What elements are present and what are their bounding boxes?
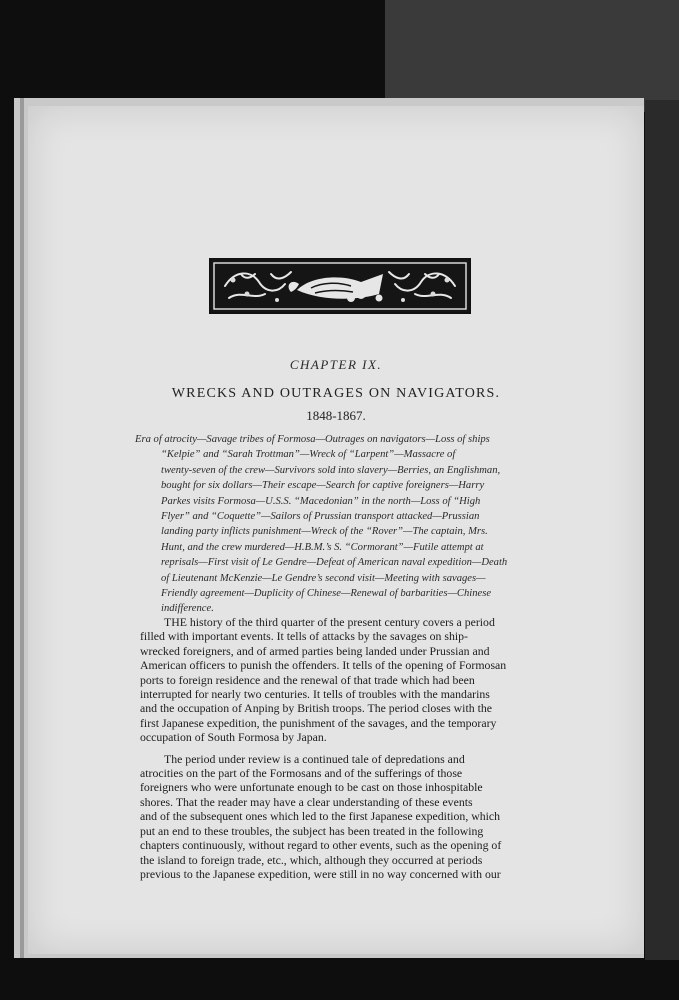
paragraph-line: THE history of the third quarter of the present century covers a period: [164, 615, 495, 629]
summary-line: indifference.: [161, 603, 214, 615]
paragraph-line: ports to foreign residence and the renewal of that trade which had been: [140, 672, 475, 687]
chapter-body: [140, 615, 560, 881]
summary-line: reprisals—First visit of Le Gendre—Defeat of American naval expedition—Death: [161, 557, 508, 569]
paragraph-line: occupation of South Formosa by Japan.: [140, 730, 327, 745]
decorative-headpiece-ornament: [209, 258, 471, 314]
chapter-number: CHAPTER IX.: [289, 357, 383, 372]
paragraph-1: [140, 615, 560, 745]
chapter-years: 1848-1867.: [306, 408, 366, 423]
paragraph-line: wrecked foreigners, and of armed parties being landed under Prussian and: [140, 643, 490, 658]
paragraph-line: the island to foreign trade, etc., which, although they occurred at periods: [140, 852, 483, 867]
summary-line: Parkes visits Formosa—U.S.S. “Macedonian” in the north—Loss of “High: [161, 495, 481, 507]
paragraph-line: interrupted for nearly two centuries. It tells of troubles with the mandarins: [140, 687, 490, 702]
summary-line: of Lieutenant McKenzie—Le Gendre’s second visit—Meeting with savages—: [161, 572, 486, 584]
summary-line: Friendly agreement—Duplicity of Chinese—Renewal of barbarities—Chinese: [161, 588, 492, 600]
summary-line: Flyer” and “Coquette”—Sailors of Prussian transport attacked—Prussian: [161, 511, 480, 523]
paragraph-line: previous to the Japanese expedition, were still in no way concerned with our: [140, 866, 501, 881]
summary-line: “Kelpie” and “Sarah Trottman”—Wreck of “Larpent”—Massacre of: [161, 449, 456, 461]
paragraph-line: first Japanese expedition, the punishment of the savages, and the temporary: [140, 715, 497, 730]
paragraph-2: [140, 752, 560, 882]
summary-line: Hunt, and the crew murdered—H.B.M.’s S. “Cormorant”—Futile attempt at: [161, 541, 484, 553]
book-page: [28, 106, 644, 954]
summary-line: landing party inflicts punishment—Wreck of the “Rover”—The captain, Mrs.: [161, 526, 488, 538]
paragraph-line: shores. That the reader may have a clear understanding of these events: [140, 794, 473, 809]
paragraph-line: and the occupation of Anping by British troops. The period closes with the: [140, 701, 492, 716]
paragraph-line: atrocities on the part of the Formosans and of the sufferings of those: [140, 766, 463, 781]
paragraph-line: put an end to these troubles, the subject has been treated in the following: [140, 823, 484, 838]
chapter-title: WRECKS AND OUTRAGES ON NAVIGATORS.: [171, 386, 501, 401]
summary-line: twenty-seven of the crew—Survivors sold into slavery—Berries, an Englishman,: [161, 464, 501, 476]
paragraph-line: The period under review is a continued tale of depredations and: [164, 751, 465, 766]
paragraph-line: filled with important events. It tells of attacks by the savages on ship-: [140, 629, 468, 644]
summary-line: bought for six dollars—Their escape—Search for captive foreigners—Harry: [161, 480, 485, 492]
paragraph-line: chapters continuously, without regard to other events, such as the opening of: [140, 838, 502, 853]
paragraph-line: American officers to punish the offenders. It tells of the opening of Formosan: [140, 658, 507, 673]
paragraph-line: and of the subsequent ones which led to the first Japanese expedition, which: [140, 809, 501, 824]
background-object: [385, 0, 679, 112]
chapter-summary: [135, 432, 559, 617]
paragraph-line: foreigners who were unfortunate enough to be cast on those inhospitable: [140, 780, 483, 795]
book-binding-edge: [645, 100, 679, 960]
summary-line: Era of atrocity—Savage tribes of Formosa—Outrages on navigators—Loss of ships: [135, 434, 490, 445]
